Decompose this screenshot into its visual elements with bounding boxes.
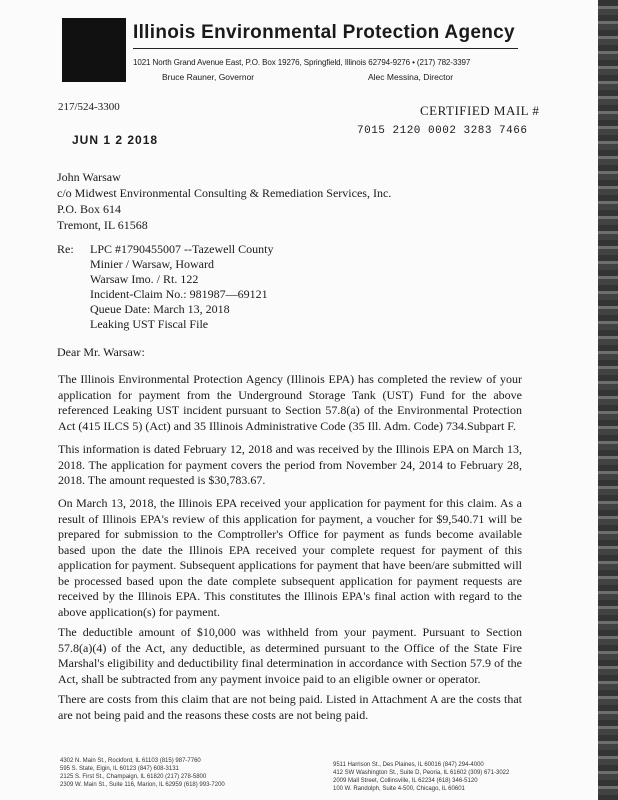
agency-address: 1021 North Grand Avenue East, P.O. Box 19276, Springfield, Illinois 62794-9276 • (217) 782-3397 [133, 58, 471, 67]
footer-address: 4302 N. Main St., Rockford, IL 61103 (815) 987-7760 [60, 758, 201, 764]
body-paragraph: The Illinois Environmental Protection Agency (Illinois EPA) has completed the review of your application for payment from the Underground Storage Tank (UST) Fund for the above referenced Leaking UST incident pursuant to Section 57.8(a) of the Environmental Protection Act (415 ILCS 5) (Act) and 35 Illinois Administrative Code (35 Ill. Adm. Code) 734.Subpart F. [58, 372, 522, 433]
letterhead-rule [133, 48, 518, 49]
footer-address: 2309 W. Main St., Suite 116, Marion, IL 62959 (618) 993-7200 [60, 782, 225, 788]
re-line: Minier / Warsaw, Howard [90, 257, 215, 271]
re-label: Re: [57, 242, 74, 256]
body-paragraph: There are costs from this claim that are not being paid. Listed in Attachment A are the costs that are not being paid and the reasons these costs are not being paid. [58, 692, 522, 722]
agency-logo [62, 18, 126, 82]
agency-title: Illinois Environmental Protection Agency [133, 22, 515, 43]
salutation: Dear Mr. Warsaw: [57, 345, 145, 359]
re-line: Leaking UST Fiscal File [90, 317, 209, 331]
recipient-name: John Warsaw [57, 170, 121, 184]
footer-address: 2125 S. First St., Champaign, IL 61820 (217) 278-5800 [60, 774, 207, 780]
body-paragraph: This information is dated February 12, 2018 and was received by the Illinois EPA on March 13, 2018. The application for payment covers the period from November 24, 2014 to February 28, 2018. The amount requested is $30,783.67. [58, 442, 522, 487]
governor-name: Bruce Rauner, Governor [162, 72, 255, 82]
footer-address: 595 S. State, Elgin, IL 60123 (847) 608-3131 [60, 766, 179, 772]
re-line: Queue Date: March 13, 2018 [90, 302, 230, 316]
footer-address: 2009 Mall Street, Collinsville, IL 62234 (618) 346-5120 [333, 778, 478, 784]
footer-address: 412 SW Washington St., Suite D, Peoria, IL 61602 (309) 671-3022 [333, 770, 510, 776]
phone-number: 217/524-3300 [58, 101, 120, 113]
scan-edge [598, 0, 618, 800]
re-line: Warsaw Imo. / Rt. 122 [90, 272, 199, 286]
body-paragraph: On March 13, 2018, the Illinois EPA received your application for payment for this claim. As a result of Illinois EPA's review of this application for payment, a voucher for $9,540.71 will be prepared for submission to the Comptroller's Office for payment as funds become available based upon the date the Illinois EPA received your complete request for payment of this application for payment. Subsequent applications for payment that have been/are submitted will be processed based upon the date complete subsequent application for payment requests are received by the Illinois EPA. This constitutes the Illinois EPA's final action with regard to the above application(s) for payment. [58, 496, 522, 619]
recipient-po-box: P.O. Box 614 [57, 202, 122, 216]
re-line: Incident-Claim No.: 981987—69121 [90, 287, 268, 301]
recipient-company: c/o Midwest Environmental Consulting & Remediation Services, Inc. [57, 186, 392, 200]
footer-address: 100 W. Randolph, Suite 4-500, Chicago, IL 60601 [333, 786, 465, 792]
director-name: Alec Messina, Director [368, 72, 454, 82]
re-line: LPC #1790455007 --Tazewell County [90, 242, 274, 256]
recipient-city: Tremont, IL 61568 [57, 218, 148, 232]
date-stamp: JUN 1 2 2018 [72, 133, 159, 147]
certified-mail-number: 7015 2120 0002 3283 7466 [357, 125, 528, 137]
footer-address: 9511 Harrison St., Des Plaines, IL 60016 (847) 294-4000 [333, 762, 484, 768]
body-paragraph: The deductible amount of $10,000 was withheld from your payment. Pursuant to Section 57.8(a)(4) of the Act, any deductible, as determined pursuant to the Office of the State Fire Marshal's eligibility and deductibility final determination in accordance with Section 57.9 of the Act, shall be subtracted from any payment invoice paid to an eligible owner or operator. [58, 625, 522, 686]
certified-mail-label: CERTIFIED MAIL # [420, 103, 540, 118]
